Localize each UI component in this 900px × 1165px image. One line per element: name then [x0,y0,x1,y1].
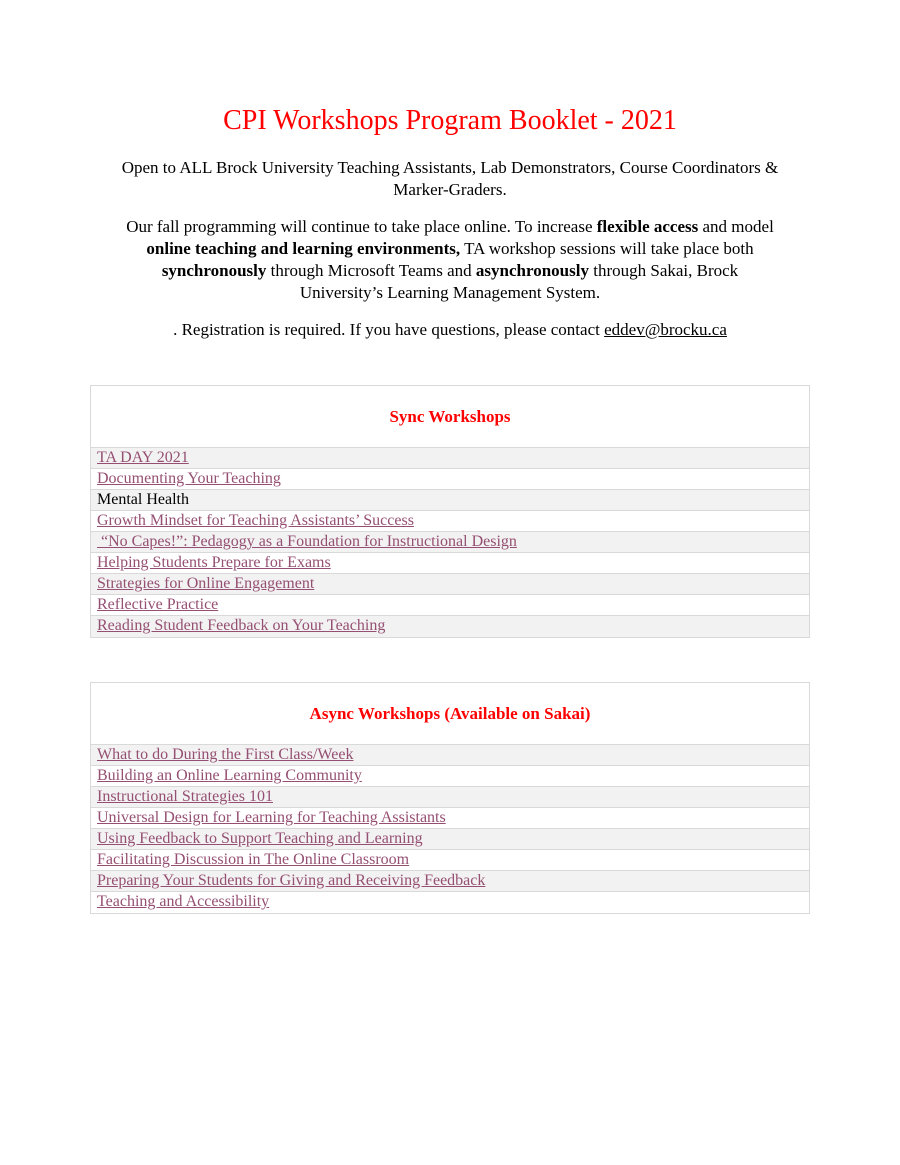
text-segment: synchronously [161,261,267,280]
table-row[interactable] [91,850,809,871]
document-page [90,0,810,914]
sync-workshops-table [90,385,810,638]
table-row [91,490,809,511]
text-segment: through Microsoft Teams and [266,261,476,280]
workshop-link[interactable]: Preparing Your Students for Giving and Receiving Feedback [97,872,486,889]
table-row[interactable] [91,871,809,892]
table-header: Async Workshops (Available on Sakai) [91,683,809,745]
text-line [90,157,810,179]
table-row[interactable] [91,766,809,787]
workshop-link[interactable]: TA DAY 2021 [97,449,189,466]
workshop-link[interactable]: Instructional Strategies 101 [97,788,273,805]
email-link[interactable]: eddev@brocku.ca [604,320,727,339]
registration-paragraph [90,319,810,341]
text-line [90,319,810,341]
workshop-link[interactable]: Documenting Your Teaching [97,470,281,487]
text-line [90,179,810,201]
text-line [90,282,810,304]
text-segment: online teaching and learning environments, [146,239,461,258]
text-segment: TA workshop sessions will take place both [460,239,754,258]
text-segment: flexible access [596,217,699,236]
text-segment: Open to ALL Brock University Teaching Assistants, Lab Demonstrators, Course Coordinators & [121,158,779,177]
table-header: Sync Workshops [91,386,809,448]
programming-paragraph [90,216,810,304]
table-row[interactable] [91,616,809,637]
workshop-link[interactable]: Universal Design for Learning for Teaching Assistants [97,809,446,826]
text-segment: Marker-Graders. [393,180,507,199]
workshop-link[interactable]: Helping Students Prepare for Exams [97,554,331,571]
table-row[interactable] [91,787,809,808]
workshop-link[interactable]: Teaching and Accessibility [97,893,270,910]
text-line [90,238,810,260]
table-row[interactable] [91,469,809,490]
workshop-link[interactable]: Growth Mindset for Teaching Assistants’ Success [97,512,414,529]
table-row[interactable] [91,745,809,766]
table-row[interactable] [91,532,809,553]
workshop-link[interactable]: Facilitating Discussion in The Online Classroom [97,851,410,868]
table-row[interactable] [91,892,809,913]
text-segment: Our fall programming will continue to take place online. To increase [126,217,597,236]
audience-paragraph [90,157,810,201]
workshop-link[interactable]: Using Feedback to Support Teaching and Learning [97,830,423,847]
async-workshops-table [90,682,810,914]
workshop-link[interactable]: Reflective Practice [97,596,219,613]
text-line [90,216,810,238]
text-segment: asynchronously [475,261,589,280]
text-line [90,260,810,282]
table-row[interactable] [91,829,809,850]
text-segment: and model [698,217,774,236]
workshop-link[interactable]: Strategies for Online Engagement [97,575,315,592]
text-segment: . Registration is required. If you have questions, please contact [173,320,605,339]
workshop-link[interactable]: Reading Student Feedback on Your Teaching [97,617,386,634]
workshop-link[interactable]: “No Capes!”: Pedagogy as a Foundation for Instructional Design [97,533,517,550]
text-segment: through Sakai, Brock [588,261,739,280]
table-row[interactable] [91,595,809,616]
table-row[interactable] [91,511,809,532]
workshop-label: Mental Health [97,491,189,508]
workshop-link[interactable]: Building an Online Learning Community [97,767,362,784]
table-row[interactable] [91,448,809,469]
workshop-link[interactable]: What to do During the First Class/Week [97,746,354,763]
table-row[interactable] [91,574,809,595]
page-title: CPI Workshops Program Booklet - 2021 [223,105,677,136]
text-segment: University’s Learning Management System. [299,283,601,302]
table-row[interactable] [91,553,809,574]
table-row[interactable] [91,808,809,829]
